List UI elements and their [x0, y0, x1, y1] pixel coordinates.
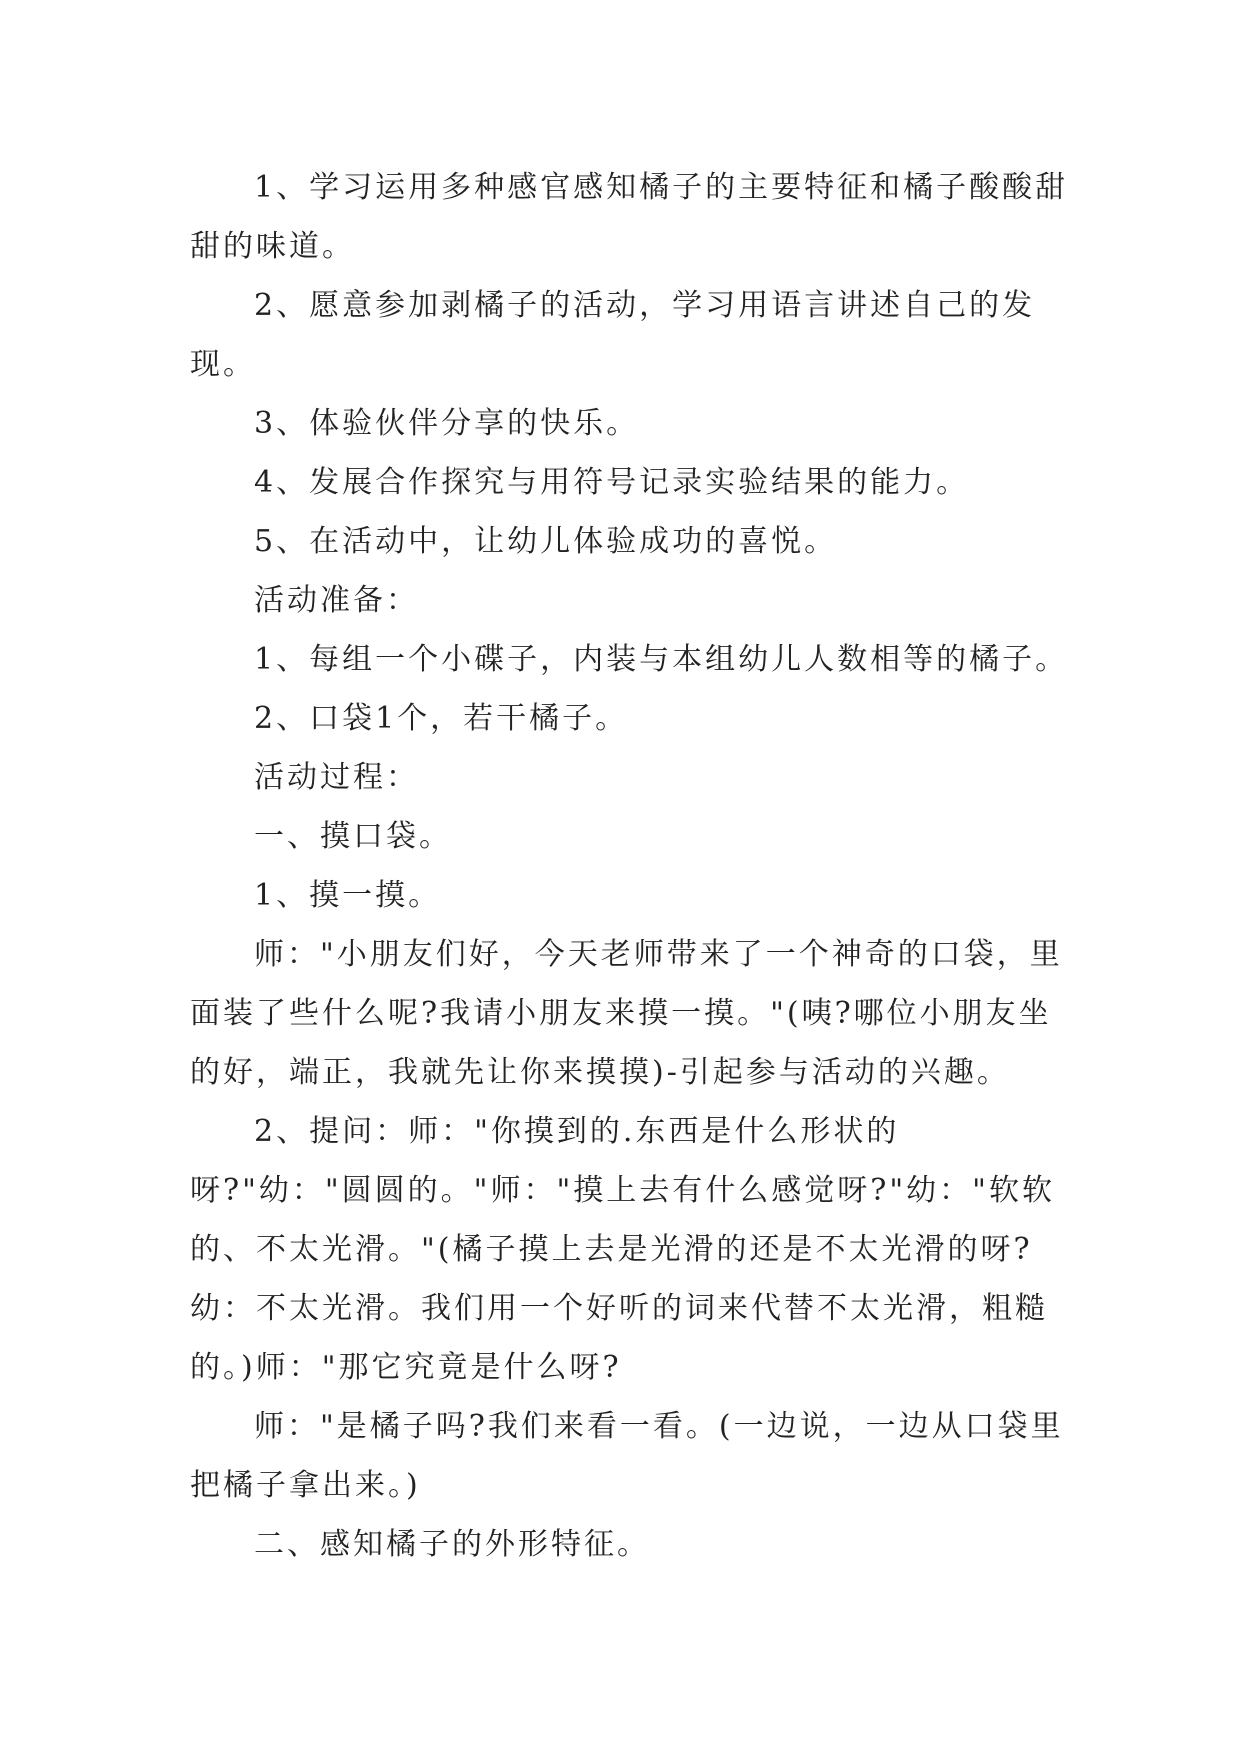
step-heading-2: 二、感知橘子的外形特征。 — [254, 1527, 650, 1562]
section-heading-preparation: 活动准备： — [254, 583, 419, 618]
goal-2: 2、愿意参加剥橘子的活动，学习用语言讲述自己的发现。 — [190, 288, 1036, 382]
preparation-1: 1、每组一个小碟子，内装与本组幼儿人数相等的橘子。 — [254, 642, 1069, 677]
goal-3: 3、体验伙伴分享的快乐。 — [254, 406, 640, 441]
goal-4: 4、发展合作探究与用符号记录实验结果的能力。 — [254, 465, 970, 500]
preparation-2: 2、口袋1个，若干橘子。 — [254, 701, 629, 736]
section-heading-process: 活动过程： — [254, 760, 419, 795]
substep-1: 1、摸一摸。 — [254, 878, 442, 913]
goal-1: 1、学习运用多种感官感知橘子的主要特征和橘子酸酸甜甜的味道。 — [190, 170, 1069, 264]
step-heading-1: 一、摸口袋。 — [254, 819, 452, 854]
substep-2: 2、提问：师："你摸到的.东西是什么形状的呀?"幼："圆圆的。"师："摸上去有什么感觉呀?"幼："软软的、不太光滑。"(橘子摸上去是光滑的还是不太光滑的呀?幼：不太光滑。我们用一个好听的词来代替不太光滑，粗糙的。)师："那它究竟是什么呀? — [190, 1114, 1055, 1385]
document-body — [190, 158, 1070, 1574]
goal-5: 5、在活动中，让幼儿体验成功的喜悦。 — [254, 524, 838, 559]
dialogue-1: 师："小朋友们好，今天老师带来了一个神奇的口袋，里面装了些什么呢?我请小朋友来摸一摸。"(咦?哪位小朋友坐的好，端正，我就先让你来摸摸)-引起参与活动的兴趣。 — [190, 937, 1063, 1090]
dialogue-2: 师："是橘子吗?我们来看一看。(一边说，一边从口袋里把橘子拿出来。) — [190, 1409, 1064, 1503]
